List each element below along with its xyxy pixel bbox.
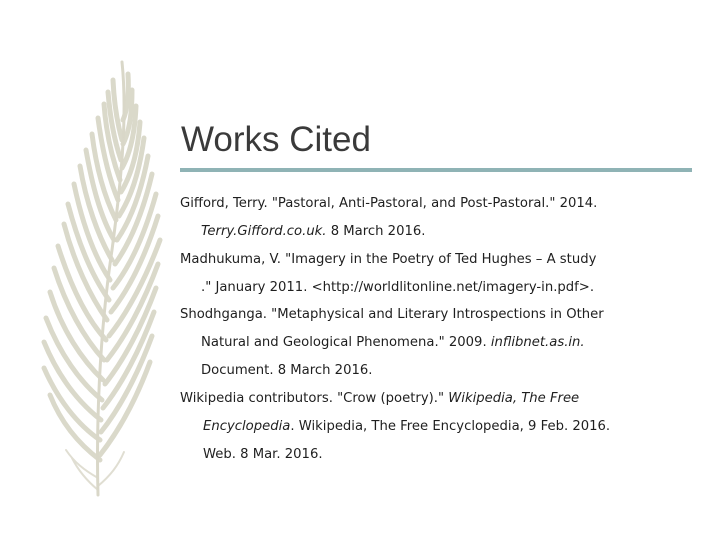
citation-shodhganga-line2 [201,333,585,353]
citation-madhukuma-line2: ." January 2011. <http://worldlitonline.net/imagery-in.pdf>. [201,280,595,295]
citation-gifford-line2 [201,222,425,242]
citation-gifford-line1: Gifford, Terry. "Pastoral, Anti-Pastoral, and Post-Pastoral." 2014. [180,196,598,211]
citation-wikipedia-line2 [203,417,610,437]
citation-wikipedia-publisher: . Wikipedia, The Free Encyclopedia, 9 Feb. 2016. [290,419,611,434]
citation-wikipedia-line1 [180,389,579,409]
citation-wikipedia-line3: Web. 8 Mar. 2016. [203,447,323,462]
citation-shodhganga-title-end: Natural and Geological Phenomena." 2009. [201,335,491,350]
citation-shodhganga-source: inflibnet.as.in. [490,335,585,350]
citation-wikipedia-author: Wikipedia contributors. "Crow (poetry)." [180,391,449,406]
citation-shodhganga-line3: Document. 8 March 2016. [201,363,373,378]
citation-shodhganga-line1: Shodhganga. "Metaphysical and Literary Introspections in Other [180,307,604,322]
citation-gifford-source: Terry.Gifford.co.uk. [201,224,327,239]
citation-madhukuma-line1: Madhukuma, V. "Imagery in the Poetry of Ted Hughes – A study [180,252,597,267]
citation-gifford-date: 8 March 2016. [326,224,426,239]
page-title: Works Cited [181,120,371,159]
citation-wikipedia-source-cont: Encyclopedia [203,419,291,434]
title-divider [180,168,692,172]
citation-wikipedia-source: Wikipedia, The Free [448,391,580,406]
